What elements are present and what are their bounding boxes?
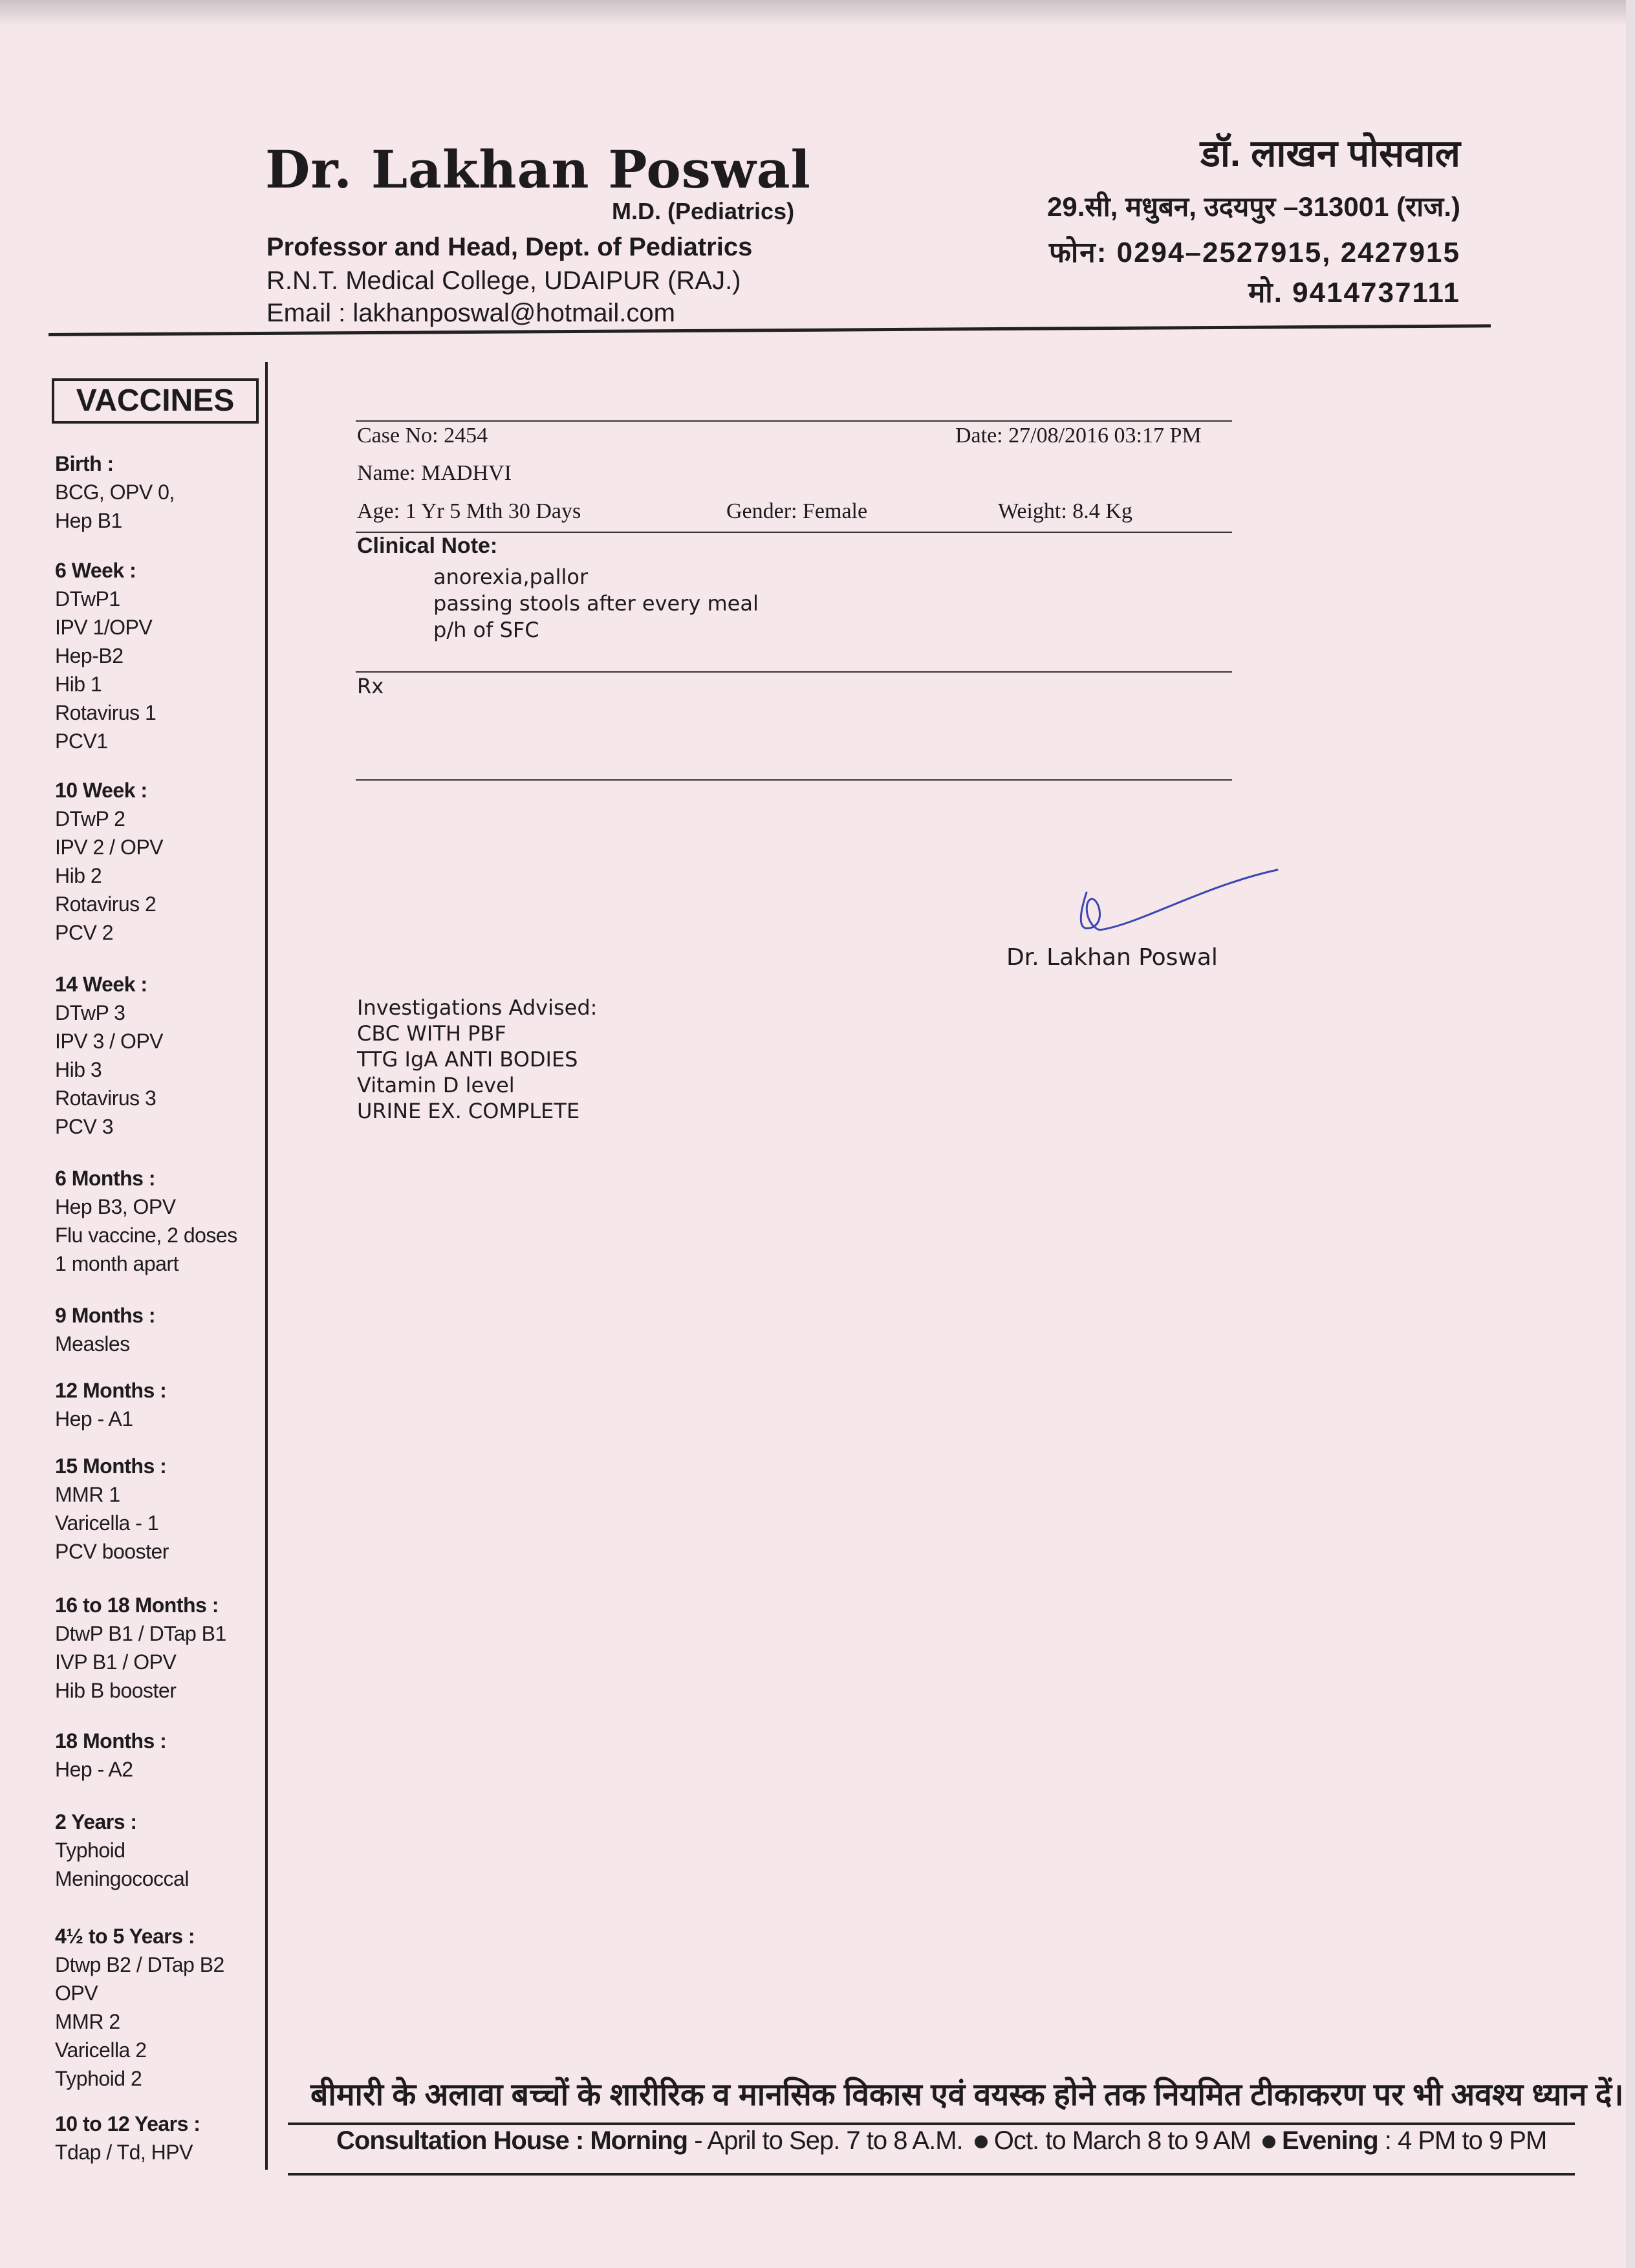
vaccine-item: PCV 3 [55, 1115, 113, 1138]
clinical-note-line: anorexia,pallor [433, 565, 589, 589]
vaccine-item: PCV 2 [55, 921, 113, 944]
vaccine-item: IVP B1 / OPV [55, 1650, 177, 1674]
vaccine-item: Hib 1 [55, 673, 102, 696]
morning-label: Morning [590, 2126, 688, 2155]
vaccine-item: BCG, OPV 0, [55, 481, 175, 504]
signature-scribble [1061, 854, 1287, 957]
bullet-dot [975, 2135, 988, 2148]
vaccine-item: IPV 3 / OPV [55, 1030, 164, 1053]
vaccine-item: DtwP B1 / DTap B1 [55, 1622, 226, 1645]
vaccine-group [55, 1922, 224, 2093]
vaccine-age-heading: 18 Months : [55, 1729, 167, 1753]
vaccine-item: IPV 1/OPV [55, 616, 153, 639]
patient-name: Name: MADHVI [357, 461, 512, 485]
vaccine-age-heading: 2 Years : [55, 1810, 137, 1833]
doctor-degree: M.D. (Pediatrics) [612, 198, 795, 224]
patient-age: Age: 1 Yr 5 Mth 30 Days [357, 499, 581, 523]
vaccine-group [55, 1301, 155, 1358]
vaccine-age-heading: 14 Week : [55, 973, 147, 996]
hindi-phone: फोन: 0294–2527915, 2427915 [1048, 237, 1460, 268]
vaccine-item: PCV booster [55, 1540, 169, 1563]
bullet-dot [1262, 2135, 1275, 2148]
vaccine-item: IPV 2 / OPV [55, 836, 164, 859]
vaccine-item: Varicella 2 [55, 2038, 147, 2062]
clinical-notes [433, 564, 759, 643]
vaccine-item: Dtwp B2 / DTap B2 [55, 1953, 224, 1976]
investigations-label: Investigations Advised: [357, 995, 598, 1020]
doctor-college: R.N.T. Medical College, UDAIPUR (RAJ.) [266, 266, 741, 295]
investigation-item: Vitamin D level [357, 1073, 515, 1097]
clinical-note-label: Clinical Note: [357, 534, 498, 558]
vaccine-item: Varicella - 1 [55, 1511, 159, 1535]
consult-label: Consultation House : [336, 2126, 584, 2155]
vaccine-item: PCV1 [55, 729, 108, 753]
vaccine-age-heading: 10 to 12 Years : [55, 2112, 200, 2135]
hindi-mobile: मो. 9414737111 [1248, 277, 1460, 308]
vaccine-age-heading: 6 Week : [55, 559, 136, 582]
consultation-hours [336, 2126, 1546, 2155]
sidebar-divider [265, 362, 268, 2170]
footer-hindi-note: बीमारी के अलावा बच्चों के शारीरिक व मानसिक विकास एवं वयस्क होने तक नियमित टीकाकरण पर भी अवश्य ध्यान दें। [310, 2078, 1624, 2112]
vaccine-item: Hib B booster [55, 1679, 177, 1702]
vaccine-group [55, 1376, 166, 1433]
vaccine-age-heading: 10 Week : [55, 779, 147, 802]
patient-top-rule [356, 420, 1232, 422]
rx-top-rule [356, 671, 1232, 673]
hindi-address: 29.सी, मधुबन, उदयपुर –313001 (राज.) [1047, 191, 1460, 222]
evening-label: Evening [1282, 2126, 1378, 2155]
investigation-item: CBC WITH PBF [357, 1021, 506, 1046]
footer-bottom-rule [288, 2173, 1575, 2176]
vaccine-item: Measles [55, 1332, 130, 1355]
vaccine-item: MMR 2 [55, 2010, 120, 2033]
clinical-note-line: p/h of SFC [433, 618, 539, 642]
vaccine-item: Typhoid [55, 1839, 125, 1862]
vaccine-item: Flu vaccine, 2 doses [55, 1224, 237, 1247]
vaccine-group [55, 556, 156, 755]
vaccine-group [55, 776, 163, 947]
vaccines-heading: VACCINES [52, 378, 259, 424]
vaccine-item: DTwP 3 [55, 1001, 125, 1024]
vaccine-group [55, 1727, 166, 1784]
vaccine-age-heading: Birth : [55, 452, 114, 475]
patient-weight: Weight: 8.4 Kg [998, 499, 1132, 523]
doctor-email: Email : lakhanposwal@hotmail.com [266, 299, 675, 327]
vaccine-age-heading: 15 Months : [55, 1454, 167, 1478]
patient-gender: Gender: Female [726, 499, 868, 523]
vaccine-item: Rotavirus 3 [55, 1086, 157, 1110]
vaccine-age-heading: 4½ to 5 Years : [55, 1925, 195, 1948]
investigation-item: TTG IgA ANTI BODIES [357, 1047, 578, 1072]
visit-date: Date: 27/08/2016 03:17 PM [955, 424, 1202, 448]
vaccine-group [55, 1452, 169, 1566]
vaccine-item: 1 month apart [55, 1252, 179, 1275]
vaccine-item: DTwP1 [55, 587, 120, 610]
doctor-title: Professor and Head, Dept. of Pediatrics [266, 233, 753, 261]
vaccine-item: Tdap / Td, HPV [55, 2141, 193, 2164]
vaccine-item: Hib 3 [55, 1058, 102, 1081]
vaccine-item: Rotavirus 2 [55, 892, 157, 916]
clinical-note-line: passing stools after every meal [433, 591, 759, 616]
signature-name: Dr. Lakhan Poswal [1006, 944, 1218, 971]
header-divider [49, 324, 1491, 336]
patient-bottom-rule [356, 532, 1232, 533]
evening-hours: : 4 PM to 9 PM [1378, 2126, 1547, 2155]
vaccine-group [55, 1164, 237, 1278]
vaccine-item: MMR 1 [55, 1483, 120, 1506]
vaccine-group [55, 2110, 200, 2166]
vaccine-group [55, 449, 175, 535]
vaccine-group [55, 970, 163, 1141]
vaccine-item: Hib 2 [55, 864, 102, 887]
investigations-block [357, 995, 597, 1124]
vaccine-item: Meningococcal [55, 1867, 189, 1890]
vaccine-item: DTwP 2 [55, 807, 125, 830]
vaccine-age-heading: 6 Months : [55, 1167, 155, 1190]
hindi-doctor-name: डॉ. लाखन पोसवाल [1200, 133, 1460, 175]
vaccine-age-heading: 16 to 18 Months : [55, 1593, 219, 1617]
investigation-item: URINE EX. COMPLETE [357, 1099, 580, 1123]
vaccine-group [55, 1808, 189, 1893]
page-top-edge [0, 0, 1635, 26]
footer-top-rule [288, 2122, 1575, 2125]
rx-label: Rx [357, 674, 384, 698]
vaccine-item: Hep B1 [55, 509, 122, 532]
vaccine-age-heading: 12 Months : [55, 1379, 167, 1402]
vaccine-item: OPV [55, 1982, 98, 2005]
rx-bottom-rule [356, 779, 1232, 781]
vaccine-item: Rotavirus 1 [55, 701, 157, 724]
doctor-name: Dr. Lakhan Poswal [265, 139, 811, 200]
vaccine-age-heading: 9 Months : [55, 1304, 155, 1327]
vaccine-item: Hep-B2 [55, 644, 124, 667]
winter-hours: Oct. to March 8 to 9 AM [993, 2126, 1251, 2155]
case-number: Case No: 2454 [357, 424, 488, 448]
vaccine-item: Hep - A2 [55, 1758, 133, 1781]
morning-hours: - April to Sep. 7 to 8 A.M. [688, 2126, 963, 2155]
vaccine-item: Hep - A1 [55, 1407, 133, 1431]
page-right-edge [1626, 0, 1635, 2268]
vaccine-group [55, 1591, 226, 1705]
vaccine-item: Hep B3, OPV [55, 1195, 176, 1218]
vaccine-item: Typhoid 2 [55, 2067, 142, 2090]
